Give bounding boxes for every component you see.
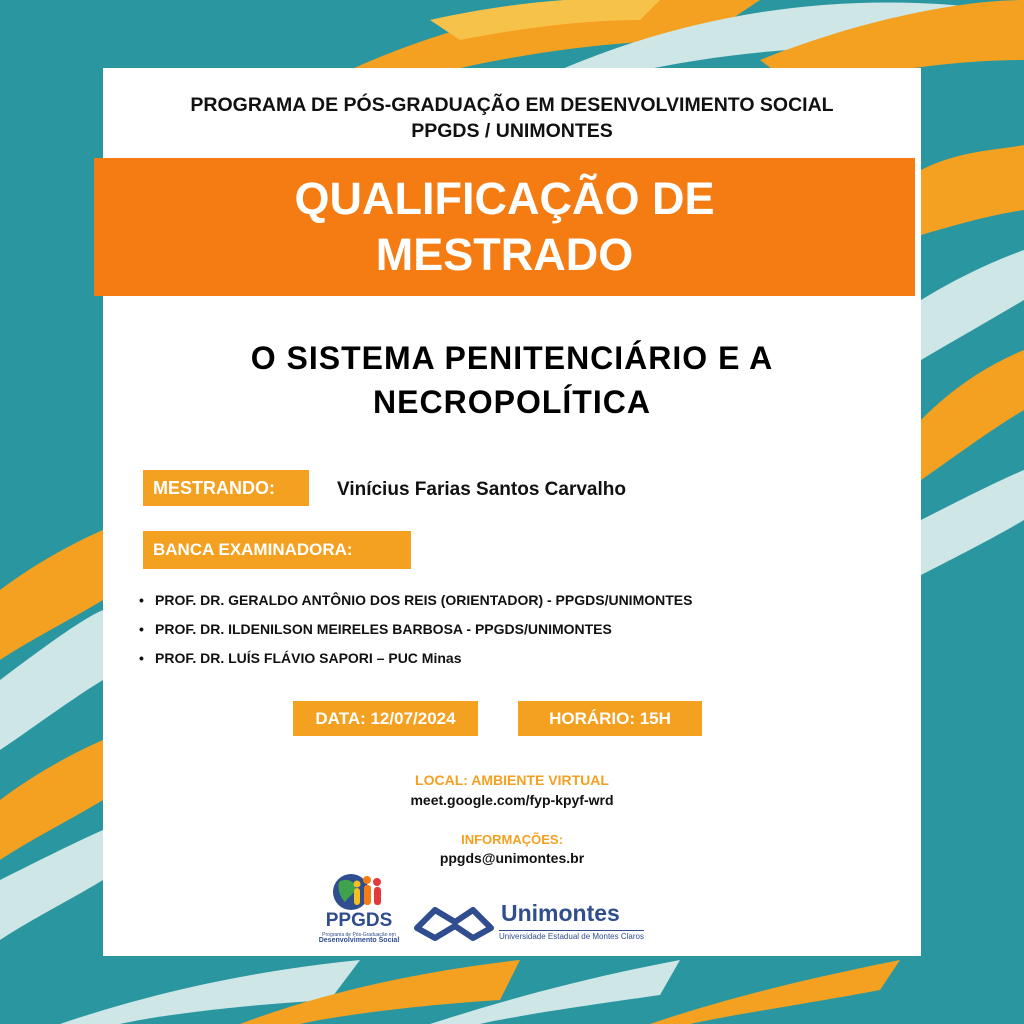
ppgds-subtitle-line1: Programa de Pós-Graduação em bbox=[322, 932, 396, 938]
event-title-band bbox=[94, 158, 915, 296]
poster-card bbox=[103, 68, 921, 956]
meeting-link[interactable]: meet.google.com/fyp-kpyf-wrd bbox=[410, 792, 614, 808]
list-item bbox=[139, 648, 692, 677]
bullet-icon: • bbox=[139, 621, 144, 637]
event-title-line2: MESTRADO bbox=[375, 229, 634, 280]
thesis-title-line2: NECROPOLÍTICA bbox=[373, 384, 651, 420]
member-name: PROF. DR. LUÍS FLÁVIO SAPORI – PUC Minas bbox=[155, 650, 462, 666]
unimontes-logo-icon bbox=[411, 898, 497, 942]
ppgds-subtitle-line2: Desenvolvimento Social bbox=[318, 937, 400, 944]
program-acronym: PPGDS / UNIMONTES bbox=[411, 120, 613, 142]
banca-label: BANCA EXAMINADORA: bbox=[143, 531, 411, 569]
info-label: INFORMAÇÕES: bbox=[461, 832, 563, 847]
bullet-icon: • bbox=[139, 592, 144, 608]
member-name: PROF. DR. ILDENILSON MEIRELES BARBOSA - PPGDS/UNIMONTES bbox=[155, 621, 612, 637]
banca-members-list bbox=[139, 590, 692, 677]
local-label: LOCAL: AMBIENTE VIRTUAL bbox=[415, 772, 609, 788]
contact-email[interactable]: ppgds@unimontes.br bbox=[439, 850, 585, 866]
event-title-line1: QUALIFICAÇÃO DE bbox=[294, 173, 715, 224]
thesis-title bbox=[103, 336, 921, 424]
program-header bbox=[103, 92, 921, 144]
unimontes-logo-subtitle: Universidade Estadual de Montes Claros bbox=[499, 932, 644, 941]
ppgds-logo-subtitle bbox=[309, 932, 409, 944]
unimontes-logo-text: Unimontes bbox=[501, 900, 620, 926]
member-name: PROF. DR. GERALDO ANTÔNIO DOS REIS (ORIENTADOR) - PPGDS/UNIMONTES bbox=[155, 592, 693, 608]
event-title bbox=[295, 171, 715, 283]
mestrando-label: MESTRANDO: bbox=[143, 470, 309, 506]
time-badge: HORÁRIO: 15H bbox=[518, 701, 702, 736]
program-name: PROGRAMA DE PÓS-GRADUAÇÃO EM DESENVOLVIMENTO SOCIAL bbox=[190, 94, 834, 116]
mestrando-name: Vinícius Farias Santos Carvalho bbox=[337, 479, 626, 500]
date-badge: DATA: 12/07/2024 bbox=[293, 701, 478, 736]
bullet-icon: • bbox=[139, 650, 144, 666]
list-item bbox=[139, 619, 692, 648]
ppgds-logo-text: PPGDS bbox=[325, 910, 393, 931]
thesis-title-line1: O SISTEMA PENITENCIÁRIO E A bbox=[250, 340, 774, 376]
list-item bbox=[139, 590, 692, 619]
